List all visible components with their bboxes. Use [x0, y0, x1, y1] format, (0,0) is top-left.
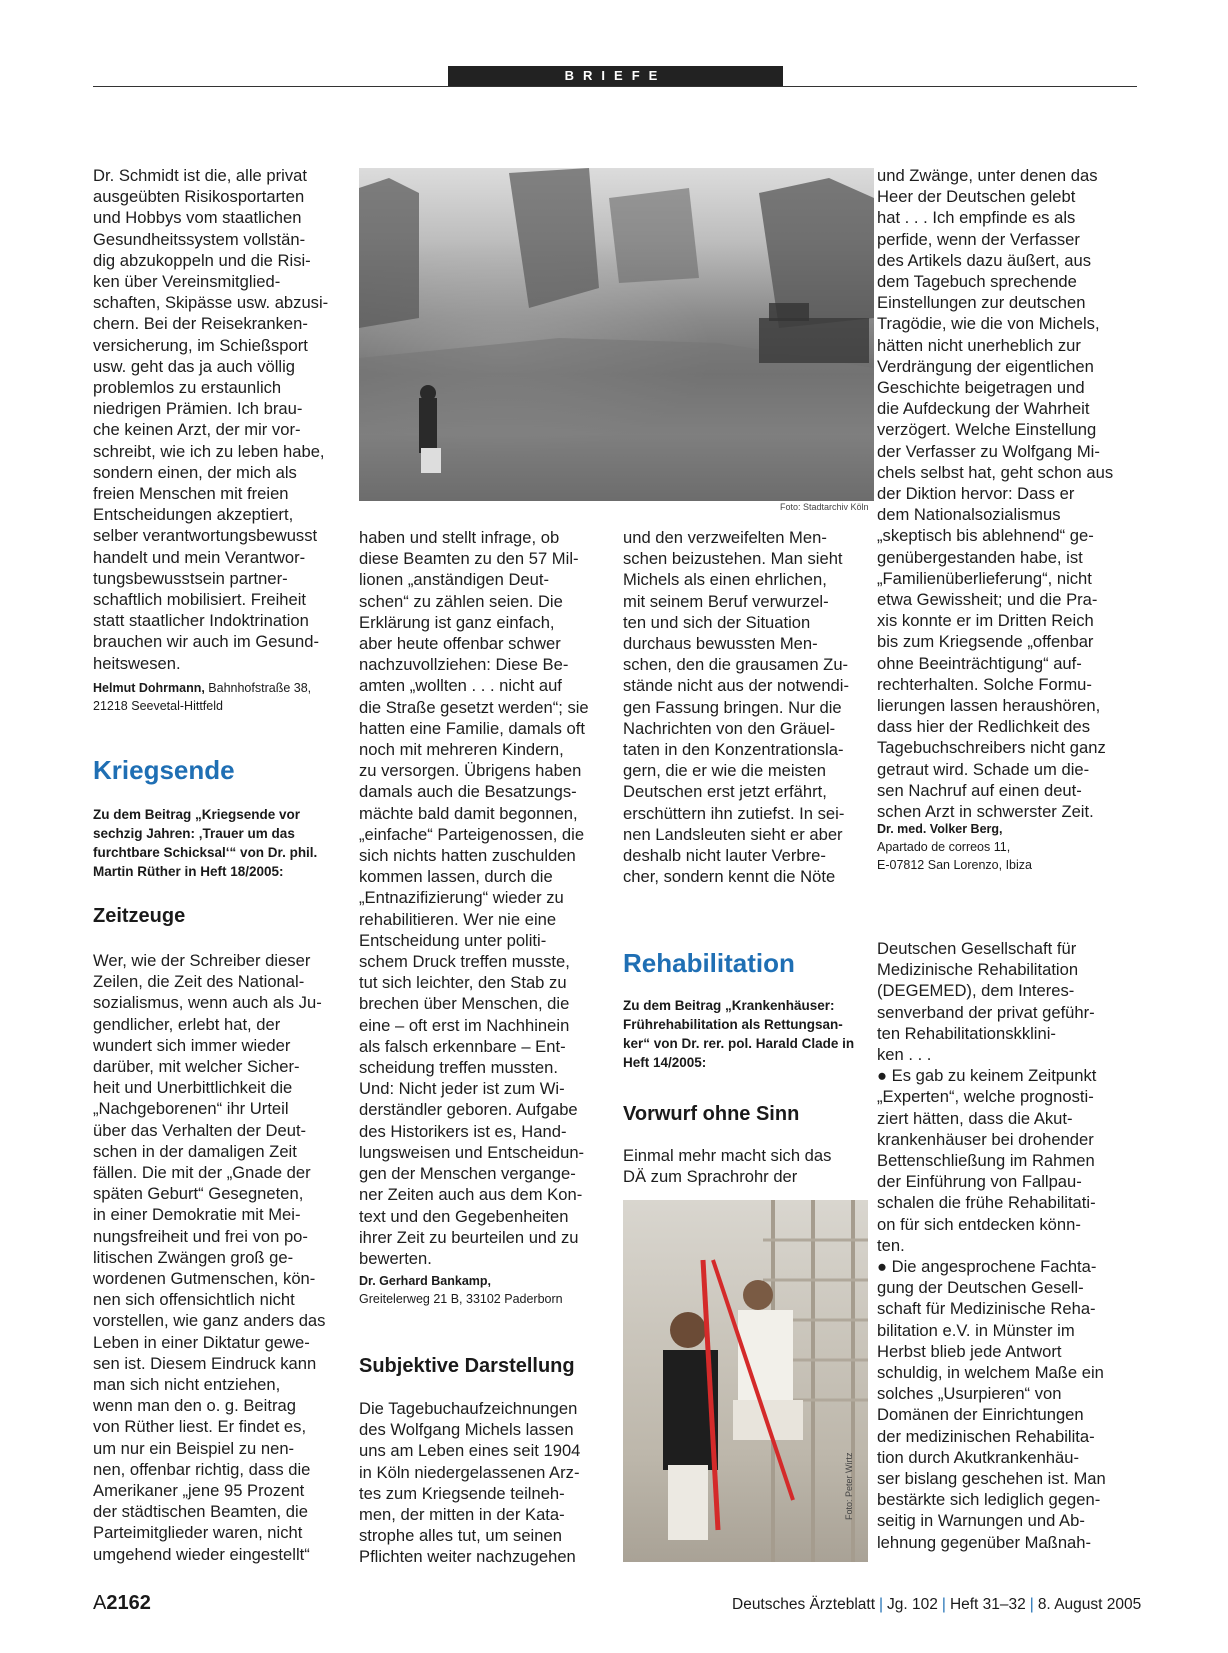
text-line: amten „wollten . . . nicht auf — [359, 676, 562, 696]
text-line: xis konnte er im Dritten Reich — [877, 611, 1094, 631]
text-line: späten Geburt“ Gesegneten, — [93, 1184, 304, 1204]
text-line: cher, sondern kennt die Nöte — [623, 867, 836, 887]
page-number — [93, 1592, 151, 1615]
text-line: getraut wird. Schade um die- — [877, 759, 1090, 779]
text-line: schen beizustehen. Man sieht — [623, 549, 843, 569]
text-line: schreibt, wie ich zu leben habe, — [93, 441, 325, 461]
text-line: hat . . . Ich empfinde es als — [877, 208, 1076, 228]
text-line: Entscheidungen akzeptiert, — [93, 505, 294, 525]
text-line: ausgeübten Risikosportarten — [93, 187, 305, 207]
text-line: krankenhäuser bei drohender — [877, 1129, 1094, 1149]
text-line: problemlos zu erstaunlich — [93, 378, 282, 398]
column-4-text-2 — [877, 938, 1137, 1553]
text-line: nen, offenbar richtig, dass die — [93, 1459, 311, 1479]
text-line: ohne Beeinträchtigung“ auf- — [877, 653, 1082, 673]
text-line: diese Beamten zu den 57 Mil- — [359, 549, 579, 569]
text-line: erschüttern ihn zutiefst. In sei- — [623, 803, 845, 823]
header-rule — [93, 86, 1137, 87]
text-line: Und: Nicht jeder ist zum Wi- — [359, 1079, 565, 1099]
text-line: der Verfasser zu Wolfgang Mi- — [877, 441, 1100, 461]
text-line: nungsfreiheit und frei von po- — [93, 1226, 308, 1246]
text-line: stände nicht aus der notwendi- — [623, 676, 850, 696]
text-line: des Historikers ist es, Hand- — [359, 1121, 567, 1141]
column-3-text — [623, 527, 878, 887]
section-title-kriegsende: Kriegsende — [93, 755, 235, 785]
text-line: strophe alles tut, um seinen — [359, 1526, 562, 1546]
text-line: etwa Gewissheit; und die Pra- — [877, 590, 1098, 610]
text-line: schuldig, in welchem Maße ein — [877, 1363, 1104, 1383]
text-line: ner Zeiten auch aus dem Kon- — [359, 1185, 583, 1205]
text-line: vorstellen, wie ganz anders das — [93, 1311, 326, 1331]
intro-line: Martin Rüther in Heft 18/2005: — [93, 864, 284, 879]
intro-line: Zu dem Beitrag „Kriegsende vor — [93, 807, 301, 822]
text-line: Herbst blieb jede Antwort — [877, 1341, 1062, 1361]
text-line: lehnung gegenüber Maßnah- — [877, 1532, 1092, 1552]
text-line: Nachrichten von den Gräuel- — [623, 718, 836, 738]
text-line: seitig in Warnungen und Ab- — [877, 1511, 1085, 1531]
text-line: Einmal mehr macht sich das — [623, 1146, 832, 1165]
photo-ruins — [359, 168, 874, 501]
text-line: gen der Menschen vergange- — [359, 1164, 576, 1184]
text-line: des Artikels dazu äußert, aus — [877, 250, 1091, 270]
text-line: durchaus bewussten Men- — [623, 634, 818, 654]
text-line: Wer, wie der Schreiber dieser — [93, 951, 311, 970]
signature-bankamp — [359, 1272, 614, 1308]
text-line: und Hobbys vom staatlichen — [93, 208, 302, 228]
signature-name: Helmut Dohrmann, — [93, 681, 205, 695]
intro-line: furchtbare Schicksal‘“ von Dr. phil. — [93, 845, 318, 860]
text-line: statt staatlicher Indoktrination — [93, 611, 309, 631]
text-line: Tagebuchschreibers nicht ganz — [877, 738, 1106, 758]
text-line: über das Verhalten der Deut- — [93, 1120, 307, 1140]
text-line: Parteimitglieder waren, nicht — [93, 1523, 303, 1543]
text-line: Medizinische Rehabilitation — [877, 960, 1079, 980]
text-line: schen“ zu zählen seien. Die — [359, 591, 563, 611]
text-line: bestärkte sich lediglich gegen- — [877, 1490, 1101, 1510]
text-line: bis zum Kriegsende „offenbar — [877, 632, 1094, 652]
text-line: gern, die er wie die meisten — [623, 761, 826, 781]
photo-credit-stadtarchiv: Foto: Stadtarchiv Köln — [780, 502, 869, 512]
text-line: verzögert. Welche Einstellung — [877, 420, 1097, 440]
text-line: der städtischen Beamten, die — [93, 1502, 308, 1522]
text-line: sen Nachruf auf einen deut- — [877, 780, 1082, 800]
text-line: kommen lassen, durch die — [359, 867, 553, 887]
text-line: ten und sich der Situation — [623, 612, 811, 632]
text-line: haben und stellt infrage, ob — [359, 528, 560, 547]
text-line: hatten eine Familie, damals oft — [359, 718, 585, 738]
text-line: schen Arzt in schwerster Zeit. — [877, 802, 1094, 822]
text-line: „einfache“ Parteigenossen, die — [359, 824, 585, 844]
page-prefix: A — [93, 1592, 107, 1614]
text-line: Geschichte beigetragen und — [877, 378, 1085, 398]
text-line: umgehend wieder eingestellt“ — [93, 1544, 310, 1564]
signature-dohrmann — [93, 679, 348, 715]
intro-rehabilitation — [623, 996, 878, 1072]
subhead-zeitzeuge: Zeitzeuge — [93, 905, 186, 927]
text-line: sozialismus, wenn auch als Ju- — [93, 993, 322, 1013]
text-line: usw. geht das ja auch völlig — [93, 356, 296, 376]
text-line: gendlicher, erlebt hat, der — [93, 1014, 281, 1034]
text-line: heitswesen. — [93, 653, 181, 673]
text-line: der medizinischen Rehabilita- — [877, 1426, 1095, 1446]
column-2-text — [359, 527, 614, 1269]
text-line: bewerten. — [359, 1248, 432, 1268]
section-header: BRIEFE — [448, 66, 783, 86]
section-title-rehabilitation: Rehabilitation — [623, 948, 795, 978]
signature-address: Greitelerweg 21 B, 33102 Paderborn — [359, 1292, 563, 1306]
text-line: Amerikaner „jene 95 Prozent — [93, 1481, 305, 1501]
text-line: DÄ zum Sprachrohr der — [623, 1167, 798, 1187]
journal-date: 8. August 2005 — [1037, 1596, 1142, 1613]
text-line: sen ist. Diesem Eindruck kann — [93, 1353, 317, 1373]
text-line: che keinen Arzt, der mir vor- — [93, 420, 301, 440]
text-line: lungsweisen und Entscheidun- — [359, 1142, 585, 1162]
text-line: tut sich leichter, den Stab zu — [359, 973, 567, 993]
subhead-subjektive-darstellung: Subjektive Darstellung — [359, 1355, 575, 1377]
text-line: Domänen der Einrichtungen — [877, 1405, 1084, 1425]
text-line: ziert hätten, dass die Akut- — [877, 1108, 1073, 1128]
text-line: ten Rehabilitationskklini- — [877, 1023, 1056, 1043]
text-line: ihrer Zeit zu beurteilen und zu — [359, 1227, 579, 1247]
rehab-illustration — [623, 1200, 868, 1562]
text-line: ten. — [877, 1235, 905, 1255]
signature-berg — [877, 820, 1137, 874]
text-line: ser bislang geschehen ist. Man — [877, 1469, 1106, 1489]
intro-line: Frührehabilitation als Rettungsan- — [623, 1017, 843, 1032]
text-line: schen, den die grausamen Zu- — [623, 655, 849, 675]
text-line: men, der mitten in der Kata- — [359, 1505, 565, 1525]
text-line: Einstellungen zur deutschen — [877, 293, 1086, 313]
text-line: hätten nicht unerheblich zur — [877, 335, 1081, 355]
text-line: rehabilitieren. Wer nie eine — [359, 909, 557, 929]
text-line: Erklärung ist ganz einfach, — [359, 612, 555, 632]
intro-kriegsende — [93, 805, 348, 881]
text-line: von Rüther liest. Er findet es, — [93, 1417, 307, 1437]
text-line: brechen über Menschen, die — [359, 994, 570, 1014]
photo-credit-wirtz: Foto: Peter Wirtz — [844, 1452, 854, 1520]
text-line: chern. Bei der Reisekranken- — [93, 314, 308, 334]
text-line: mächte bald damit begonnen, — [359, 803, 578, 823]
text-line: handelt und mein Verantwor- — [93, 547, 306, 567]
intro-line: Heft 14/2005: — [623, 1055, 707, 1070]
intro-line: sechzig Jahren: ‚Trauer um das — [93, 826, 295, 841]
text-line: dem Nationalsozialismus — [877, 505, 1061, 525]
text-line: Verdrängung der eigentlichen — [877, 356, 1094, 376]
text-line: ken . . . — [877, 1045, 932, 1065]
text-line: Deutschen erst jetzt erfährt, — [623, 782, 827, 802]
text-line: ● Es gab zu keinem Zeitpunkt — [877, 1066, 1097, 1086]
text-line: dem Tagebuch sprechende — [877, 272, 1077, 292]
text-line: des Wolfgang Michels lassen — [359, 1420, 574, 1440]
text-line: derständler geboren. Aufgabe — [359, 1100, 578, 1120]
text-line: Entscheidung unter politi- — [359, 930, 547, 950]
text-line: lierungen lassen heraushören, — [877, 696, 1101, 716]
journal-volume: Jg. 102 — [887, 1596, 938, 1613]
text-line: damals auch die Besatzungs- — [359, 782, 577, 802]
text-line: on für sich entdecken könn- — [877, 1214, 1081, 1234]
text-line: freien Menschen mit freien — [93, 484, 289, 504]
text-line: „Nachgeborenen“ ihr Urteil — [93, 1099, 289, 1119]
text-line: schem Druck treffen musste, — [359, 952, 570, 972]
signature-address-2: E-07812 San Lorenzo, Ibiza — [877, 858, 1032, 872]
text-line: nen sich offensichtlich nicht — [93, 1290, 295, 1310]
text-line: gen Fassung bringen. Nur die — [623, 697, 842, 717]
text-line: nen Landsleuten sieht er aber — [623, 824, 843, 844]
text-line: „Familienüberlieferung“, nicht — [877, 568, 1092, 588]
text-line: chels selbst hat, geht schon aus — [877, 462, 1114, 482]
signature-address: Bahnhofstraße 38, — [204, 681, 312, 695]
text-line: in Köln niedergelassenen Arz- — [359, 1462, 580, 1482]
text-line: „Entnazifizierung“ wieder zu — [359, 888, 564, 908]
text-line: Michels als einen ehrlichen, — [623, 570, 827, 590]
intro-line: ker“ von Dr. rer. pol. Harald Clade in — [623, 1036, 855, 1051]
text-line: aber heute offenbar schwer — [359, 634, 561, 654]
text-line: dig abzukoppeln und die Risi- — [93, 250, 311, 270]
signature-name: Dr. Gerhard Bankamp, — [359, 1274, 491, 1288]
text-line: niedrigen Prämien. Ich brau- — [93, 399, 303, 419]
text-line: bilitation e.V. in Münster im — [877, 1320, 1075, 1340]
text-line: sondern einen, der mich als — [93, 462, 297, 482]
text-line: schaften, Skipässe usw. abzusi- — [93, 293, 329, 313]
text-line: tes zum Kriegsende teilneh- — [359, 1483, 565, 1503]
text-line: mit seinem Beruf verwurzel- — [623, 591, 829, 611]
text-line: Zeilen, die Zeit des National- — [93, 972, 305, 992]
text-line: Die Tagebuchaufzeichnungen — [359, 1399, 578, 1418]
text-line: die Straße gesetzt werden“; sie — [359, 697, 589, 717]
signature-address: Apartado de correos 11, — [877, 840, 1011, 854]
text-line: wenn man den o. g. Beitrag — [93, 1396, 296, 1416]
text-line: rechterhalten. Solche Formu- — [877, 674, 1092, 694]
text-line: senverband der privat geführ- — [877, 1002, 1095, 1022]
text-line: dass hier der Redlichkeit des — [877, 717, 1091, 737]
text-line: als falsch erkennbare – Ent- — [359, 1036, 566, 1056]
text-line: nachzuvollziehen: Diese Be- — [359, 655, 569, 675]
text-line: ken über Vereinsmitglied- — [93, 272, 281, 292]
text-line: tion durch Akutkrankenhäu- — [877, 1447, 1080, 1467]
text-line: lionen „anständigen Deut- — [359, 570, 550, 590]
column-2-text-2 — [359, 1398, 614, 1568]
text-line: schaftlich mobilisiert. Freiheit — [93, 590, 307, 610]
text-line: (DEGEMED), dem Interes- — [877, 981, 1075, 1001]
text-line: text und den Gegebenheiten — [359, 1206, 569, 1226]
subhead-vorwurf-ohne-sinn: Vorwurf ohne Sinn — [623, 1103, 800, 1125]
text-line: Deutschen Gesellschaft für — [877, 939, 1077, 958]
text-line: man sich nicht entziehen, — [93, 1375, 281, 1395]
journal-issue: Heft 31–32 — [949, 1596, 1026, 1613]
text-line: genübergestanden habe, ist — [877, 547, 1083, 567]
text-line: brauchen wir auch im Gesund- — [93, 632, 319, 652]
text-line: um nur ein Beispiel zu nen- — [93, 1438, 295, 1458]
text-line: taten in den Konzentrationsla- — [623, 740, 844, 760]
text-line: eine – oft erst im Nachhinein — [359, 1015, 570, 1035]
text-line: solches „Usurpieren“ von — [877, 1384, 1062, 1404]
text-line: wundert sich immer wieder — [93, 1035, 291, 1055]
text-line: zu versorgen. Übrigens haben — [359, 761, 582, 781]
signature-address-2: 21218 Seevetal-Hittfeld — [93, 699, 223, 713]
text-line: Tragödie, wie die von Michels, — [877, 314, 1100, 334]
text-line: scheidung treffen mussten. — [359, 1058, 558, 1078]
text-line: Leben in einer Diktatur gewe- — [93, 1332, 310, 1352]
text-line: deshalb nicht lauter Verbre- — [623, 846, 826, 866]
text-line: fällen. Die mit der „Gnade der — [93, 1163, 311, 1183]
text-line: ● Die angesprochene Fachta- — [877, 1257, 1097, 1277]
text-line: perfide, wenn der Verfasser — [877, 229, 1080, 249]
column-4-text — [877, 165, 1137, 822]
text-line: „Experten“, welche prognosti- — [877, 1087, 1094, 1107]
text-line: Pflichten weiter nachzugehen — [359, 1547, 576, 1567]
column-1-letter-2 — [93, 950, 348, 1565]
text-line: gung der Deutschen Gesell- — [877, 1278, 1084, 1298]
journal-name: Deutsches Ärzteblatt — [732, 1596, 876, 1613]
text-line: und Zwänge, unter denen das — [877, 166, 1098, 185]
text-line: heit und Unerbittlichkeit die — [93, 1078, 293, 1098]
text-line: und den verzweifelten Men- — [623, 528, 827, 547]
text-line: tungsbewusstsein partner- — [93, 568, 288, 588]
text-line: selber verantwortungsbewusst — [93, 526, 318, 546]
text-line: noch mit mehreren Kindern, — [359, 740, 564, 760]
text-line: in einer Demokratie mit Mei- — [93, 1205, 301, 1225]
text-line: Gesundheitssystem vollstän- — [93, 229, 306, 249]
text-line: schaft für Medizinische Reha- — [877, 1299, 1096, 1319]
text-line: uns am Leben eines seit 1904 — [359, 1441, 581, 1461]
text-line: „skeptisch bis ablehnend“ ge- — [877, 526, 1094, 546]
signature-name: Dr. med. Volker Berg, — [877, 822, 1003, 836]
column-3-text-2 — [623, 1145, 878, 1187]
text-line: der Einführung von Fallpau- — [877, 1172, 1082, 1192]
text-line: der Diktion hervor: Dass er — [877, 484, 1075, 504]
text-line: Bettenschließung im Rahmen — [877, 1151, 1095, 1171]
text-line: die Aufdeckung der Wahrheit — [877, 399, 1090, 419]
text-line: schalen die frühe Rehabilitati- — [877, 1193, 1096, 1213]
photo-rehabilitation — [623, 1200, 868, 1562]
text-line: versicherung, im Schießsport — [93, 335, 308, 355]
text-line: Heer der Deutschen gelebt — [877, 187, 1076, 207]
page-number-value: 2162 — [106, 1592, 151, 1614]
journal-footer: Deutsches Ärzteblatt | Jg. 102 | Heft 31–32 | 8. August 2005 — [732, 1596, 1142, 1613]
intro-line: Zu dem Beitrag „Krankenhäuser: — [623, 998, 835, 1013]
text-line: litischen Zwängen groß ge- — [93, 1247, 294, 1267]
text-line: wordenen Gutmenschen, kön- — [93, 1269, 316, 1289]
text-line: darüber, mit welcher Sicher- — [93, 1057, 300, 1077]
text-line: schen in der damaligen Zeit — [93, 1141, 297, 1161]
text-line: Dr. Schmidt ist die, alle privat — [93, 166, 307, 185]
ruins-illustration — [359, 168, 874, 501]
text-line: sich nichts hatten zuschulden — [359, 846, 576, 866]
column-1-letter-1 — [93, 165, 348, 674]
